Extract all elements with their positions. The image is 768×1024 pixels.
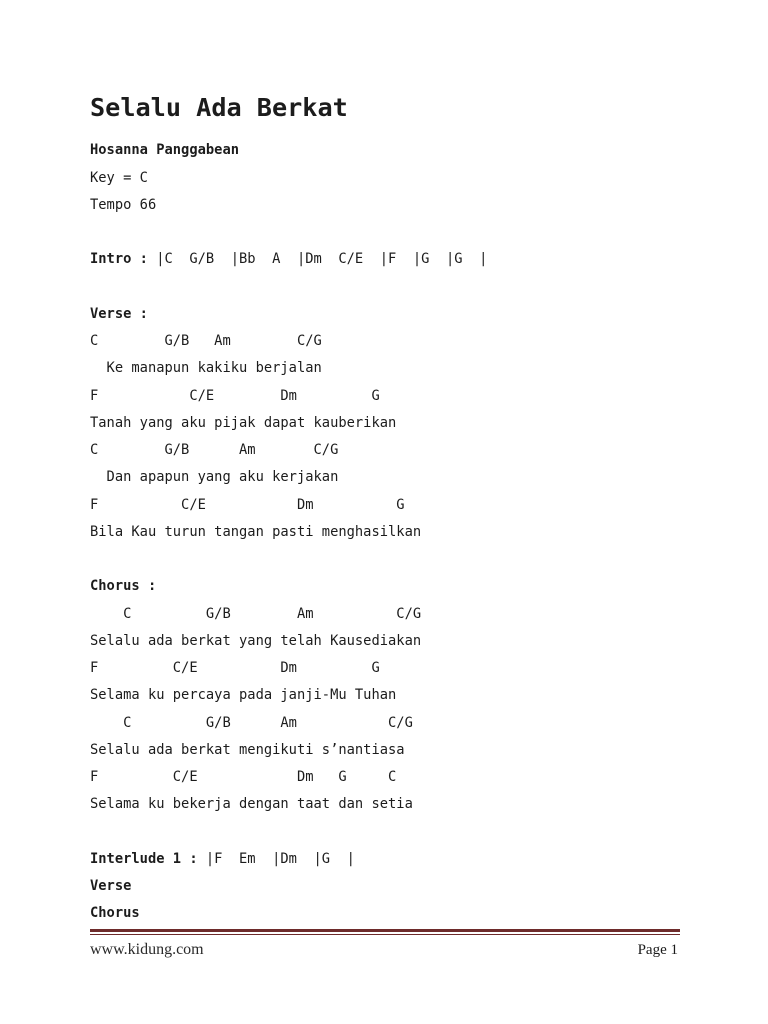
interlude-line (90, 846, 690, 873)
verse-chord-line: C G/B Am C/G (90, 442, 339, 459)
chord-sheet-body (90, 137, 690, 927)
interlude-label: Interlude 1 : (90, 850, 198, 867)
page-number: Page 1 (637, 942, 678, 958)
verse-chord-line: F C/E Dm G (90, 496, 405, 513)
blank-line (90, 546, 690, 573)
intro-label: Intro : (90, 251, 148, 268)
footer-rule-thick (90, 929, 680, 932)
chorus-lyric-line: Selalu ada berkat mengikuti s’nantiasa (90, 741, 405, 758)
song-title: Selalu Ada Berkat (90, 93, 348, 122)
chorus-lyric-line: Selama ku percaya pada janji-Mu Tuhan (90, 687, 397, 704)
footer-rule-thin (90, 934, 680, 935)
intro-line (90, 246, 690, 273)
chorus-lyric-line: Selama ku bekerja dengan taat dan setia (90, 796, 413, 813)
order-chorus: Chorus (90, 905, 140, 922)
verse-chord-line: C G/B Am C/G (90, 333, 322, 350)
verse-lyric-line: Ke manapun kakiku berjalan (90, 360, 322, 377)
intro-chords: |C G/B |Bb A |Dm C/E |F |G |G | (156, 251, 488, 268)
chorus-label: Chorus : (90, 578, 157, 595)
chorus-chord-line: F C/E Dm G C (90, 769, 397, 786)
song-key: Key = C (90, 169, 148, 186)
chorus-chord-line: C G/B Am C/G (90, 605, 422, 622)
artist-name: Hosanna Panggabean (90, 142, 240, 159)
verse-lyric-line: Tanah yang aku pijak dapat kauberikan (90, 414, 397, 431)
chorus-chord-line: C G/B Am C/G (90, 714, 413, 731)
chorus-chord-line: F C/E Dm G (90, 660, 380, 677)
blank-line (90, 219, 690, 246)
song-tempo: Tempo 66 (90, 196, 157, 213)
verse-label: Verse : (90, 305, 148, 322)
interlude-chords: |F Em |Dm |G | (205, 850, 355, 867)
footer-website: www.kidung.com (90, 941, 204, 958)
verse-chord-line: F C/E Dm G (90, 387, 380, 404)
verse-lyric-line: Dan apapun yang aku kerjakan (90, 469, 339, 486)
chorus-lyric-line: Selalu ada berkat yang telah Kausediakan (90, 632, 422, 649)
order-verse: Verse (90, 878, 132, 895)
blank-line (90, 819, 690, 846)
blank-line (90, 274, 690, 301)
verse-lyric-line: Bila Kau turun tangan pasti menghasilkan (90, 523, 422, 540)
